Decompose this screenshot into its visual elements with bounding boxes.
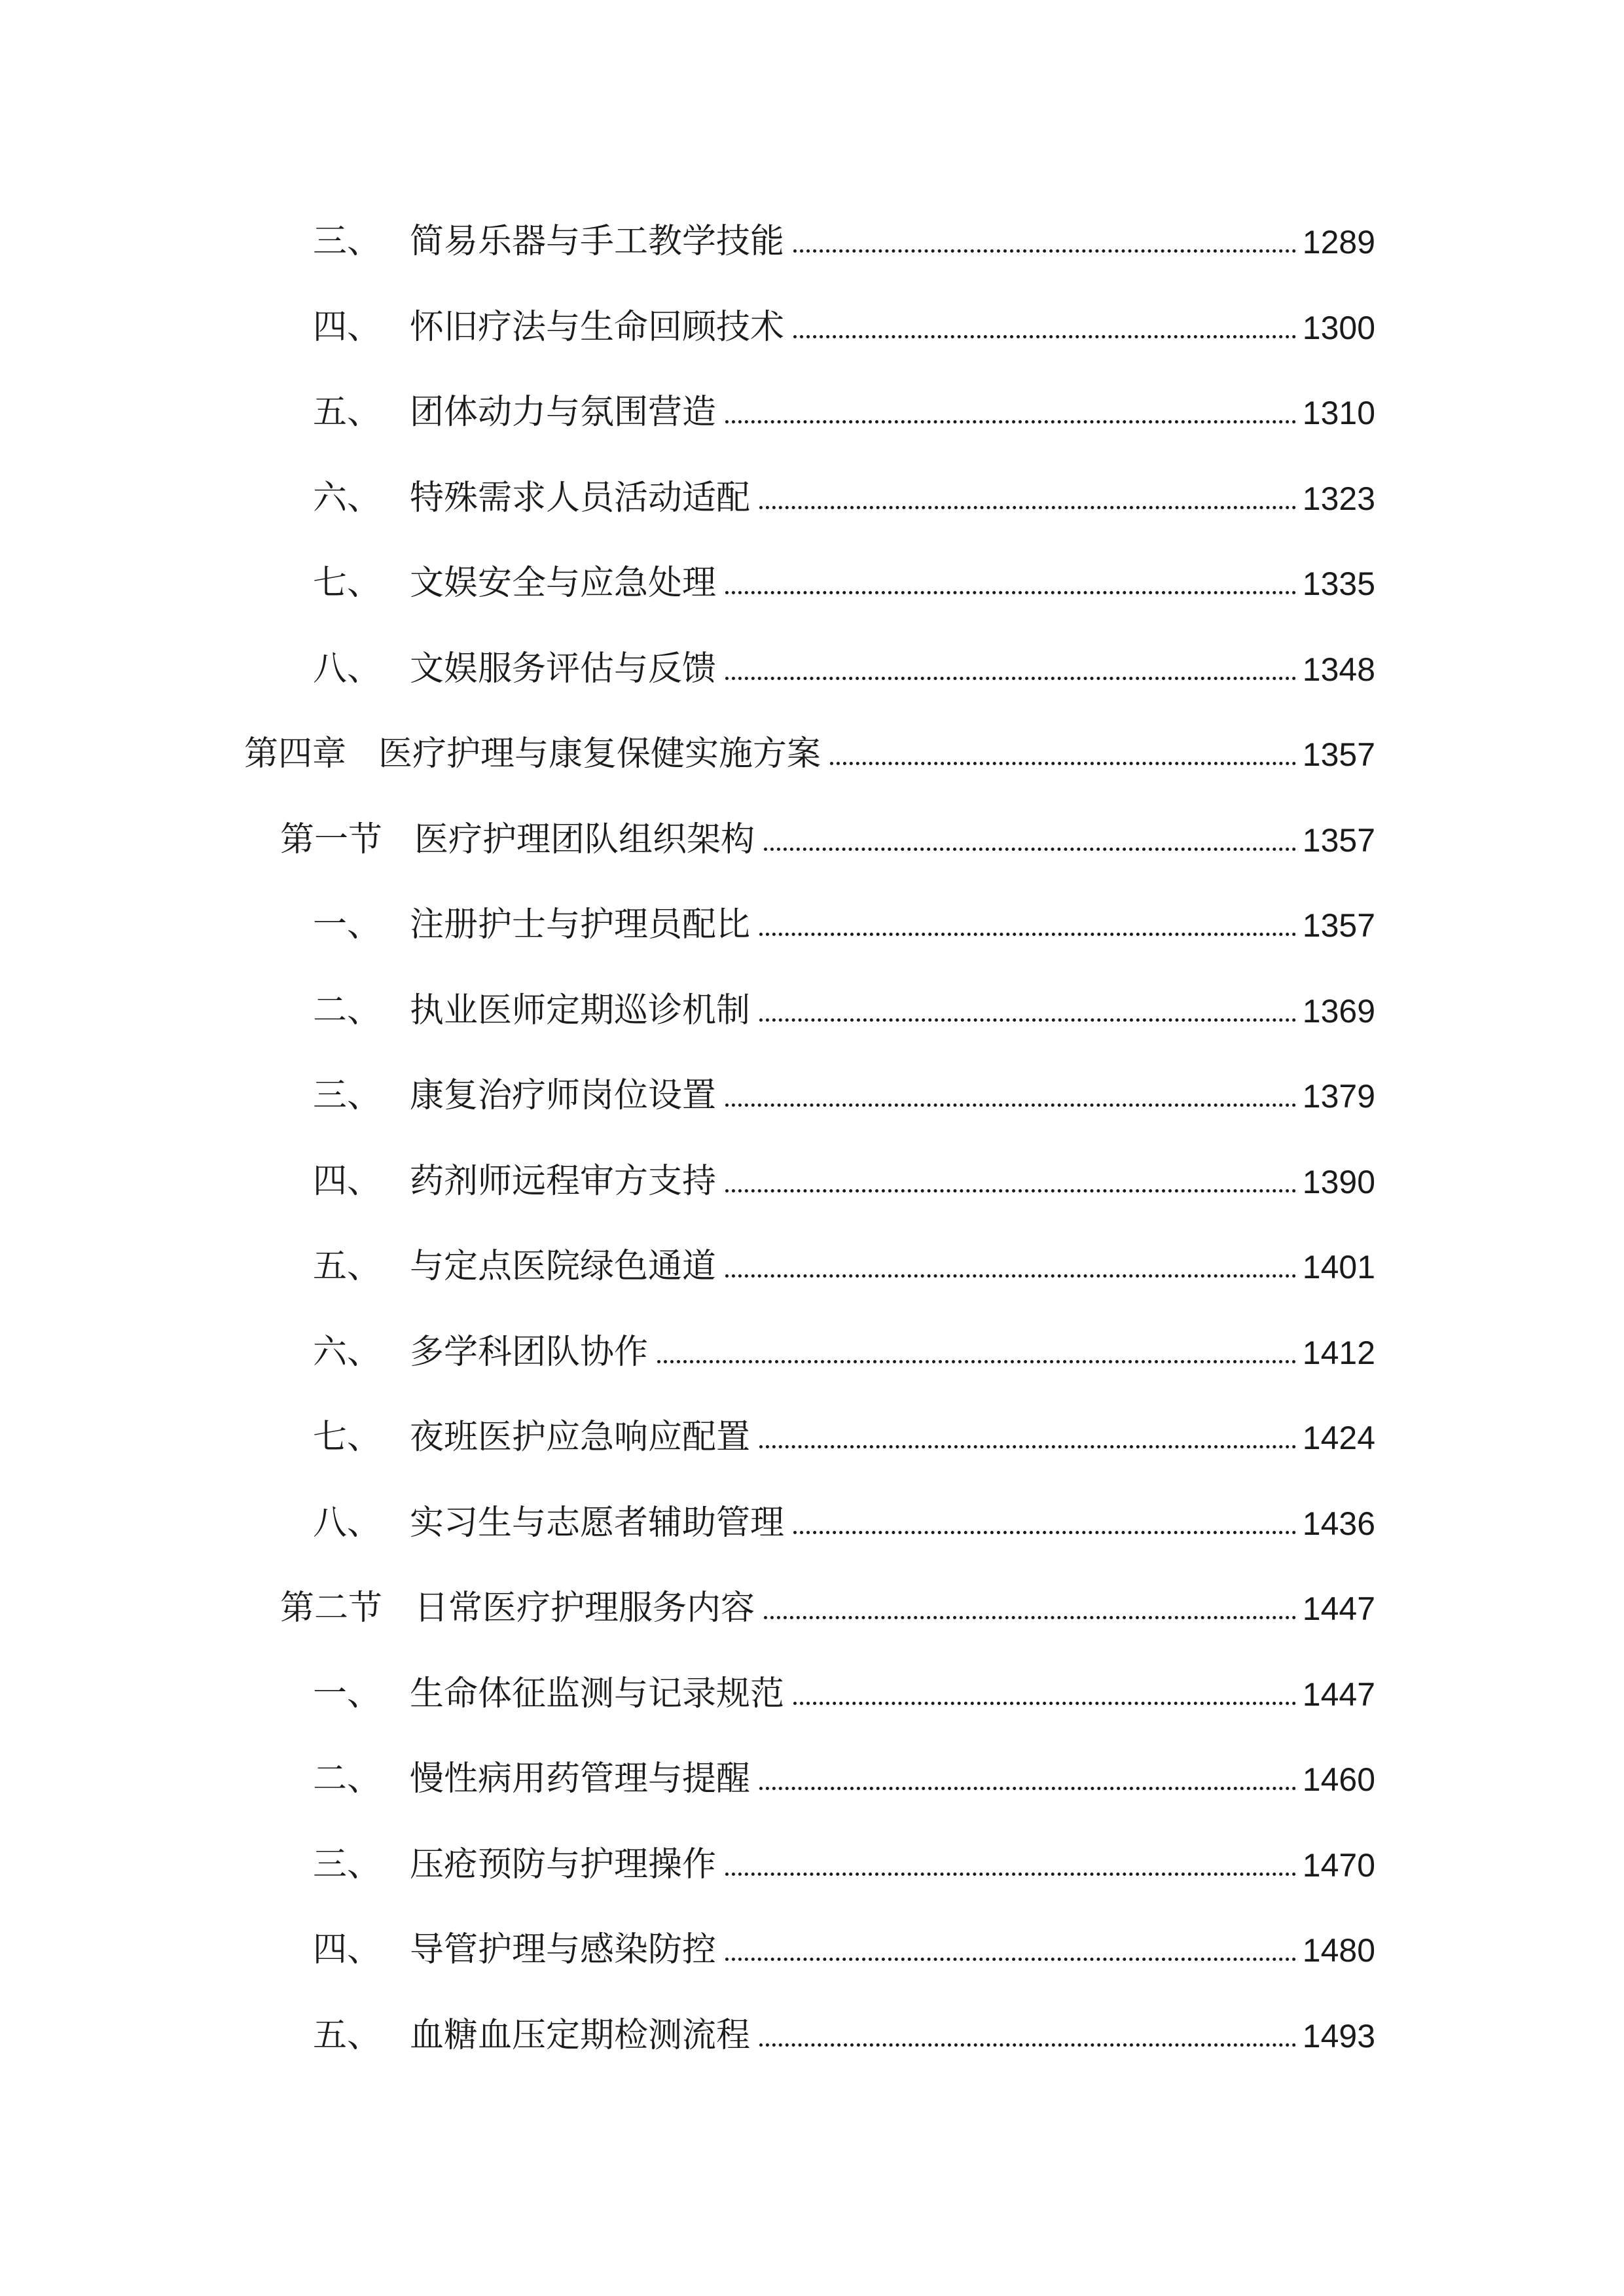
- toc-entry-title: 日常医疗护理服务内容: [414, 1588, 755, 1628]
- toc-dot-leader: [759, 1787, 1296, 1790]
- toc-entry-title: 特殊需求人员活动适配: [410, 478, 751, 518]
- toc-entry-number: 第一节: [280, 820, 383, 859]
- toc-dot-leader: [725, 1958, 1296, 1961]
- toc-entry-number: 一、: [313, 1674, 382, 1713]
- toc-entry-page-number: 1401: [1302, 1249, 1375, 1285]
- toc-entry-title: 医疗护理团队组织架构: [414, 820, 755, 859]
- toc-item-entry[interactable]: [313, 1231, 1375, 1286]
- toc-item-entry[interactable]: [313, 1744, 1375, 1799]
- toc-entry-title: 康复治疗师岗位设置: [410, 1076, 717, 1115]
- toc-entry-title: 文娱服务评估与反馈: [410, 649, 717, 689]
- toc-entry-number: 第二节: [280, 1588, 383, 1628]
- toc-entry-number: 七、: [313, 564, 382, 603]
- toc-dot-leader: [725, 420, 1296, 423]
- toc-entry-title: 导管护理与感染防控: [410, 1930, 717, 1969]
- toc-entry-number: 三、: [313, 1845, 382, 1884]
- toc-dot-leader: [759, 933, 1296, 936]
- toc-item-entry[interactable]: [313, 463, 1375, 518]
- toc-entry-number: 八、: [313, 649, 382, 689]
- toc-entry-page-number: 1470: [1302, 1847, 1375, 1884]
- toc-entry-number: 四、: [313, 1162, 382, 1201]
- toc-dot-leader: [725, 591, 1296, 594]
- toc-item-entry[interactable]: [313, 1829, 1375, 1882]
- toc-entry-page-number: 1460: [1302, 1761, 1375, 1798]
- toc-entry-number: 三、: [313, 222, 382, 261]
- toc-section-entry[interactable]: [280, 804, 1375, 857]
- toc-item-entry[interactable]: [313, 377, 1375, 432]
- toc-dot-leader: [793, 249, 1296, 253]
- toc-item-entry[interactable]: [313, 1060, 1375, 1113]
- toc-entry-page-number: 1412: [1302, 1335, 1375, 1371]
- toc-entry-page-number: 1357: [1302, 822, 1375, 859]
- toc-entry-title: 多学科团队协作: [410, 1333, 649, 1372]
- toc-dot-leader: [657, 1360, 1296, 1363]
- toc-item-entry[interactable]: [313, 1317, 1375, 1372]
- toc-item-entry[interactable]: [313, 975, 1375, 1028]
- toc-entry-page-number: 1323: [1302, 480, 1375, 517]
- toc-entry-page-number: 1357: [1302, 907, 1375, 944]
- toc-entry-page-number: 1493: [1302, 2018, 1375, 2054]
- toc-section-entry[interactable]: [280, 1573, 1375, 1628]
- toc-dot-leader: [725, 1103, 1296, 1107]
- toc-entry-page-number: 1310: [1302, 395, 1375, 431]
- toc-dot-leader: [764, 1616, 1296, 1619]
- toc-entry-page-number: 1447: [1302, 1590, 1375, 1627]
- toc-entry-page-number: 1424: [1302, 1420, 1375, 1456]
- toc-dot-leader: [759, 1018, 1296, 1022]
- toc-entry-page-number: 1480: [1302, 1932, 1375, 1969]
- toc-entry-number: 六、: [313, 1333, 382, 1372]
- toc-entry-page-number: 1289: [1302, 224, 1375, 260]
- toc-entry-page-number: 1348: [1302, 651, 1375, 688]
- toc-entry-number: 七、: [313, 1418, 382, 1457]
- toc-entry-number: 五、: [313, 1247, 382, 1286]
- toc-item-entry[interactable]: [313, 1488, 1375, 1543]
- toc-item-entry[interactable]: [313, 634, 1375, 689]
- toc-entry-number: 一、: [313, 905, 382, 944]
- toc-entry-title: 注册护士与护理员配比: [410, 905, 751, 944]
- toc-entry-number: 八、: [313, 1503, 382, 1543]
- toc-entry-title: 实习生与志愿者辅助管理: [410, 1503, 785, 1543]
- toc-entry-title: 慢性病用药管理与提醒: [410, 1759, 751, 1799]
- toc-entry-page-number: 1390: [1302, 1164, 1375, 1200]
- toc-entry-title: 药剂师远程审方支持: [410, 1162, 717, 1201]
- toc-entry-number: 四、: [313, 308, 382, 347]
- toc-item-entry[interactable]: [313, 206, 1375, 259]
- toc-entry-page-number: 1335: [1302, 565, 1375, 602]
- toc-dot-leader: [793, 1531, 1296, 1534]
- toc-dot-leader: [725, 1189, 1296, 1193]
- toc-entry-title: 团体动力与氛围营造: [410, 393, 717, 432]
- toc-dot-leader: [793, 1702, 1296, 1705]
- toc-entry-title: 血糖血压定期检测流程: [410, 2016, 751, 2055]
- toc-item-entry[interactable]: [313, 1402, 1375, 1457]
- toc-item-entry[interactable]: [313, 1146, 1375, 1201]
- toc-item-entry[interactable]: [313, 548, 1375, 603]
- toc-entry-title: 与定点医院绿色通道: [410, 1247, 717, 1286]
- toc-dot-leader: [725, 1873, 1296, 1876]
- toc-entry-title: 文娱安全与应急处理: [410, 564, 717, 603]
- toc-entry-page-number: 1379: [1302, 1078, 1375, 1115]
- toc-entry-page-number: 1357: [1302, 736, 1375, 773]
- toc-entry-title: 压疮预防与护理操作: [410, 1845, 717, 1884]
- toc-item-entry[interactable]: [313, 292, 1375, 347]
- toc-entry-number: 三、: [313, 1076, 382, 1115]
- toc-dot-leader: [725, 1274, 1296, 1278]
- toc-entry-number: 五、: [313, 393, 382, 432]
- toc-dot-leader: [725, 677, 1296, 680]
- toc-item-entry[interactable]: [313, 1659, 1375, 1711]
- toc-entry-title: 医疗护理与康复保健实施方案: [378, 734, 821, 774]
- toc-entry-title: 怀旧疗法与生命回顾技术: [410, 308, 785, 347]
- toc-entry-page-number: 1300: [1302, 310, 1375, 346]
- toc-dot-leader: [793, 335, 1296, 338]
- toc-entry-title: 生命体征监测与记录规范: [410, 1674, 785, 1713]
- toc-entry-title: 执业医师定期巡诊机制: [410, 991, 751, 1030]
- toc-entry-number: 五、: [313, 2016, 382, 2055]
- toc-entry-number: 二、: [313, 1759, 382, 1799]
- toc-dot-leader: [830, 762, 1296, 765]
- toc-entry-number: 四、: [313, 1930, 382, 1969]
- toc-dot-leader: [759, 2043, 1296, 2047]
- toc-chapter-entry[interactable]: [244, 719, 1375, 774]
- toc-entry-number: 第四章: [244, 734, 347, 774]
- toc-entry-page-number: 1447: [1302, 1676, 1375, 1713]
- toc-entry-number: 二、: [313, 991, 382, 1030]
- toc-item-entry[interactable]: [313, 2000, 1375, 2053]
- toc-item-entry[interactable]: [313, 889, 1375, 942]
- toc-entry-page-number: 1369: [1302, 993, 1375, 1030]
- toc-entry-number: 六、: [313, 478, 382, 518]
- toc-item-entry[interactable]: [313, 1914, 1375, 1967]
- toc-dot-leader: [764, 848, 1296, 851]
- toc-entry-title: 夜班医护应急响应配置: [410, 1418, 751, 1457]
- toc-entry-title: 简易乐器与手工教学技能: [410, 222, 785, 261]
- toc-entry-page-number: 1436: [1302, 1505, 1375, 1542]
- toc-dot-leader: [759, 506, 1296, 509]
- toc-dot-leader: [759, 1445, 1296, 1448]
